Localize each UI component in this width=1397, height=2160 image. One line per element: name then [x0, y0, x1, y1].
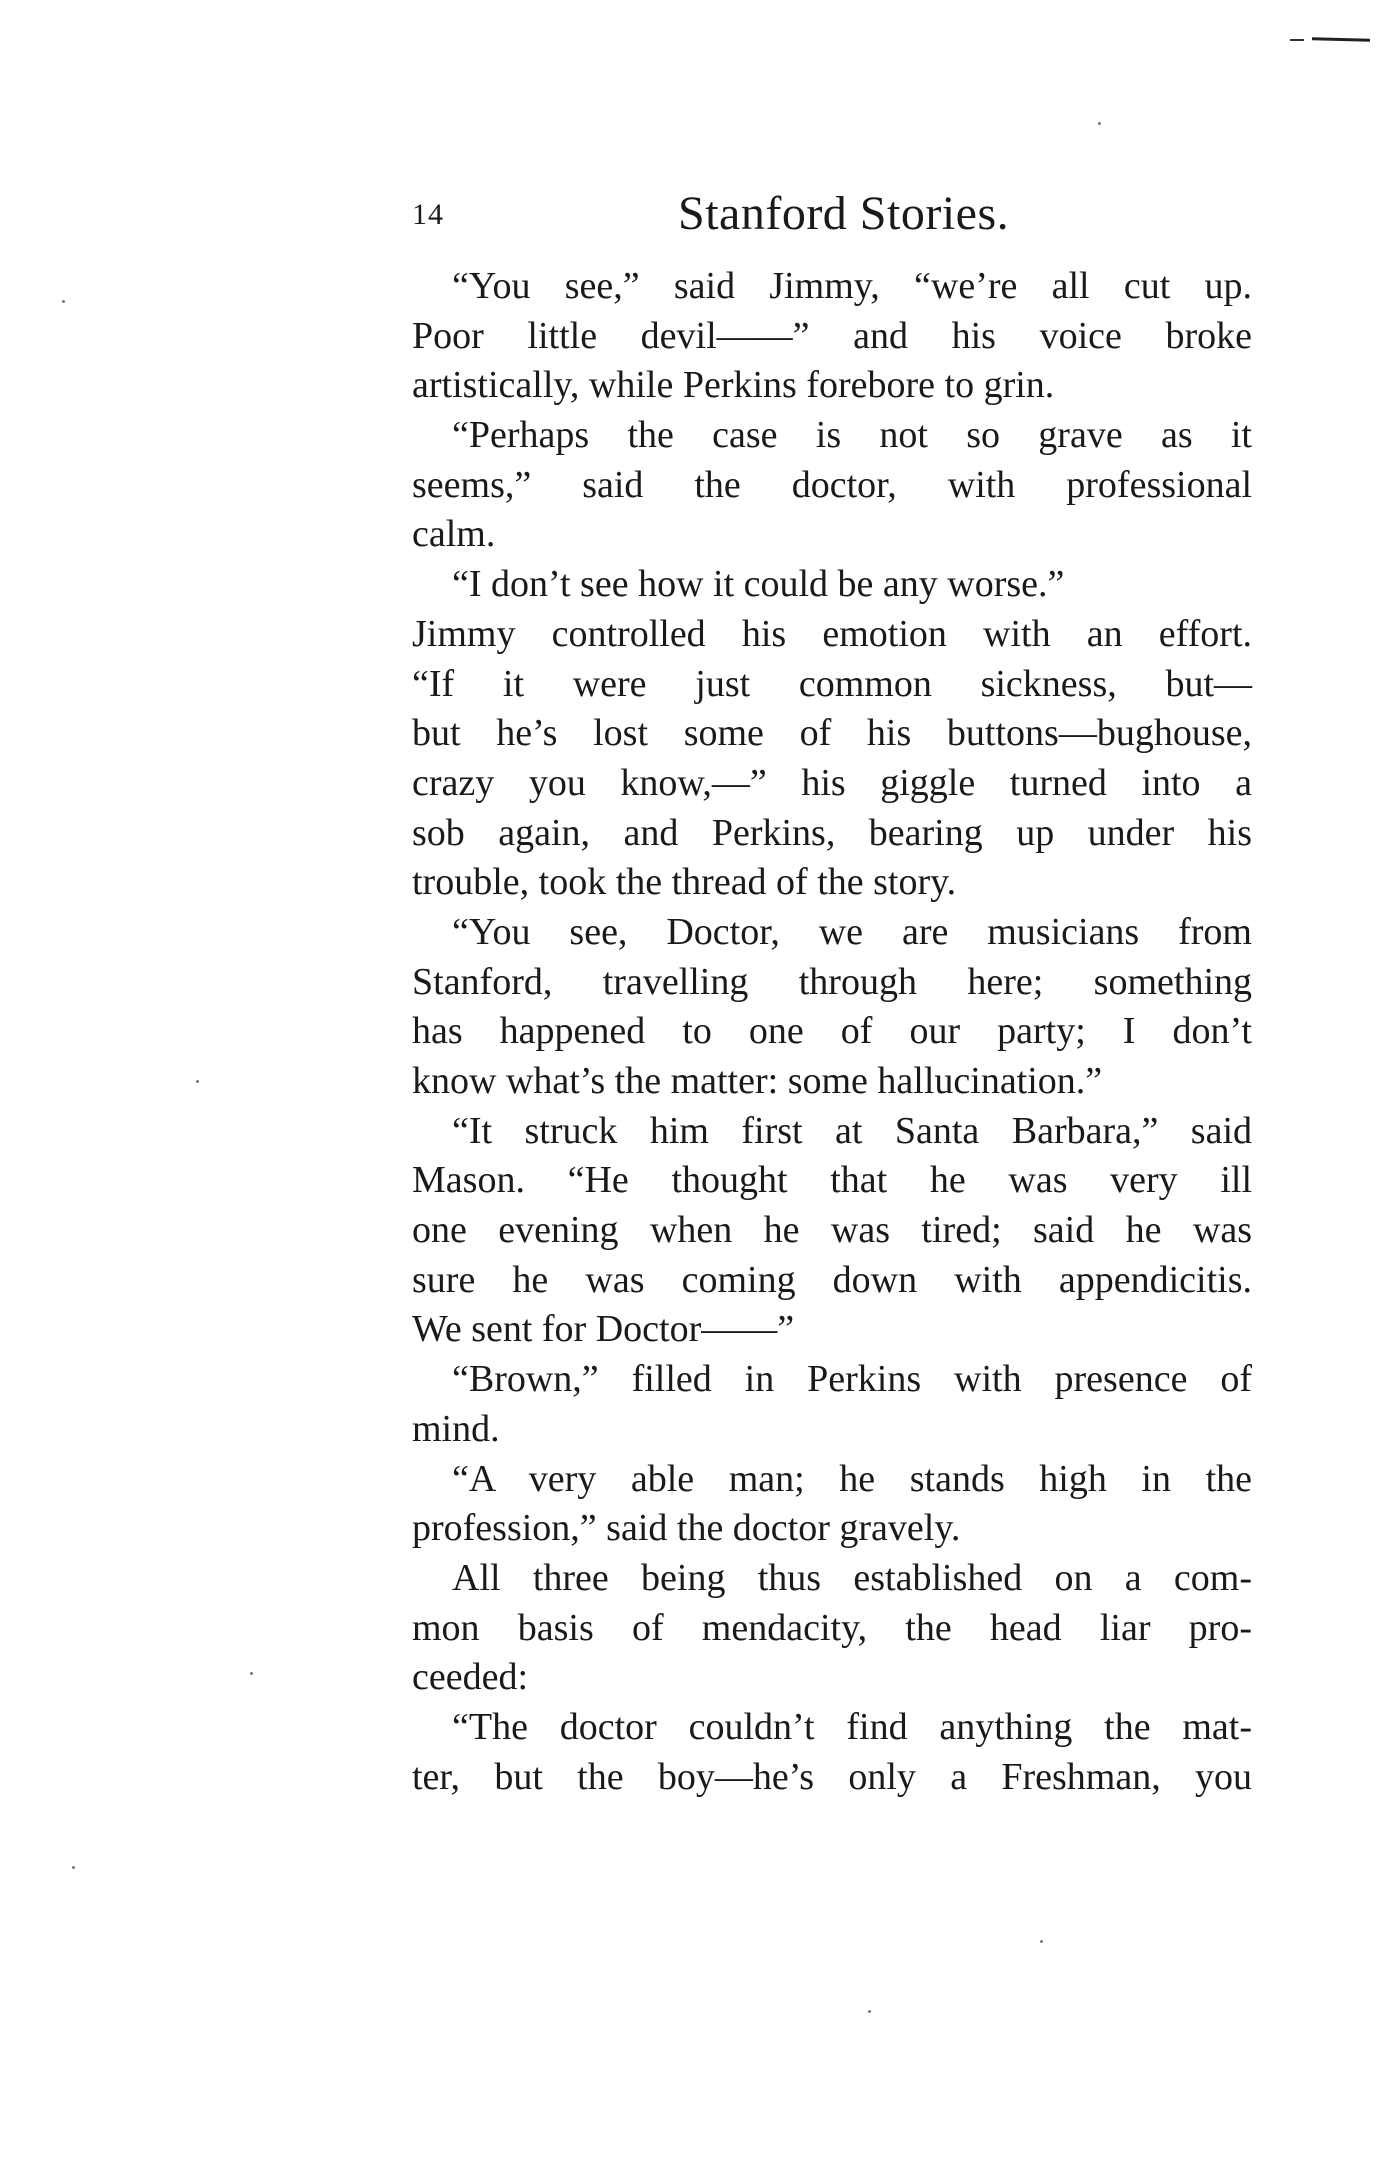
- text-line: seems,” said the doctor, with professional: [412, 463, 1252, 506]
- text-line: artistically, while Perkins forebore to grin.: [412, 364, 1055, 407]
- text-line: “The doctor couldn’t find anything the mat-: [452, 1705, 1252, 1748]
- text-line: mind.: [412, 1407, 500, 1450]
- text-line: ceeded:: [412, 1656, 529, 1699]
- body-text: [412, 262, 1252, 1802]
- scan-speck: [196, 1080, 199, 1083]
- text-line: Poor little devil——” and his voice broke: [412, 314, 1252, 357]
- text-line: mon basis of mendacity, the head liar pro-: [412, 1606, 1252, 1649]
- corner-mark-line: [1312, 37, 1370, 42]
- text-line: ter, but the boy—he’s only a Freshman, you: [412, 1755, 1252, 1798]
- text-line: We sent for Doctor——”: [412, 1308, 795, 1351]
- text-line: “You see,” said Jimmy, “we’re all cut up.: [452, 265, 1252, 307]
- text-line: but he’s lost some of his buttons—bughouse,: [412, 712, 1252, 755]
- text-line: one evening when he was tired; said he was: [412, 1209, 1252, 1252]
- text-line: “Brown,” filled in Perkins with presence of: [452, 1358, 1252, 1401]
- corner-mark-dash: [1290, 39, 1304, 41]
- text-line: “A very able man; he stands high in the: [452, 1457, 1252, 1500]
- scan-speck: [62, 300, 65, 303]
- corner-scan-mark: [1290, 38, 1370, 42]
- text-line: sob again, and Perkins, bearing up under his: [412, 811, 1252, 854]
- running-title: Stanford Stories.: [678, 187, 1010, 240]
- text-line: Stanford, travelling through here; something: [412, 960, 1252, 1003]
- text-line: All three being thus established on a com-: [452, 1556, 1252, 1599]
- scan-speck: [1098, 122, 1101, 125]
- text-line: “If it were just common sickness, but—: [412, 662, 1252, 705]
- text-line: Mason. “He thought that he was very ill: [412, 1159, 1252, 1202]
- text-line: sure he was coming down with appendicitis.: [412, 1258, 1252, 1301]
- text-line: “Perhaps the case is not so grave as it: [452, 414, 1252, 457]
- scan-speck: [1040, 1940, 1043, 1943]
- text-line: know what’s the matter: some hallucination.”: [412, 1060, 1103, 1102]
- scan-speck: [250, 1672, 253, 1675]
- scan-speck: [72, 1866, 75, 1869]
- text-line: “I don’t see how it could be any worse.”: [452, 563, 1065, 606]
- text-line: Jimmy controlled his emotion with an effort.: [412, 612, 1252, 655]
- text-line: “You see, Doctor, we are musicians from: [452, 910, 1252, 953]
- text-line: “It struck him first at Santa Barbara,” said: [452, 1109, 1252, 1152]
- text-line: calm.: [412, 513, 496, 556]
- scan-speck: [868, 2010, 871, 2013]
- text-line: trouble, took the thread of the story.: [412, 861, 957, 904]
- page-number: 14: [412, 198, 444, 231]
- text-line: has happened to one of our party; I don’t: [412, 1010, 1252, 1053]
- page-header: [412, 186, 1252, 246]
- text-line: profession,” said the doctor gravely.: [412, 1507, 961, 1550]
- text-line: crazy you know,—” his giggle turned into a: [412, 761, 1252, 804]
